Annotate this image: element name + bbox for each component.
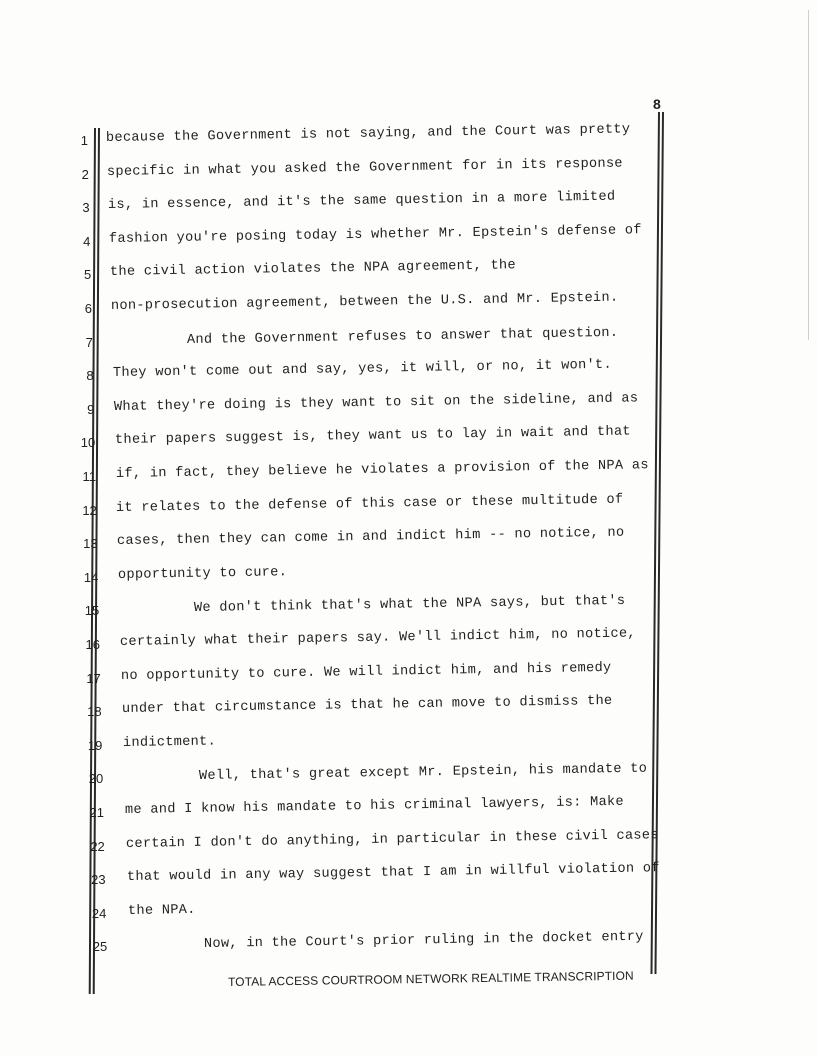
transcript-line: [0, 458, 817, 486]
line-number: 8: [86, 368, 94, 384]
line-number: 14: [83, 569, 99, 585]
line-text: opportunity to cure.: [118, 564, 288, 583]
transcript-line: [0, 325, 817, 352]
transcript-line: [0, 901, 817, 923]
line-text: no opportunity to cure. We will indict him, and his remedy: [121, 660, 612, 684]
line-text: that would in any way suggest that I am in willful violation of: [126, 861, 660, 886]
line-text: certainly what their papers say. We'll indict him, no notice,: [120, 626, 637, 650]
transcript-line: [0, 794, 817, 822]
line-number: 9: [87, 401, 95, 417]
line-number: 3: [82, 200, 90, 216]
line-text: Now, in the Court's prior ruling in the docket entry: [203, 930, 644, 953]
line-text: fashion you're posing today is whether Mr. Epstein's defense of: [108, 222, 642, 247]
line-number: 1: [80, 133, 88, 148]
line-number: 22: [90, 838, 105, 854]
transcript-line: [0, 694, 817, 721]
line-text: the civil action violates the NPA agreement, the: [109, 258, 516, 281]
transcript-line: [0, 930, 817, 956]
line-number: 5: [83, 267, 92, 283]
line-text: Well, that's great except Mr. Epstein, his mandate to: [198, 761, 648, 785]
page-number: 8: [653, 96, 661, 112]
line-text: cases, then they can come in and indict him -- no notice, no: [117, 525, 625, 550]
line-number: 4: [83, 233, 91, 249]
transcript-line: [0, 761, 817, 788]
line-text: And the Government refuses to answer that question.: [186, 325, 619, 348]
transcript-line: [0, 391, 817, 419]
line-number: 7: [85, 334, 93, 350]
line-number: 16: [85, 637, 100, 652]
transcript-line: [0, 827, 817, 856]
transcript-line: [0, 492, 817, 520]
line-number: 19: [87, 737, 103, 753]
line-number: 6: [84, 301, 92, 316]
line-text: their papers suggest is, they want us to lay in wait and that: [114, 424, 631, 449]
transcript-line: [0, 565, 817, 587]
line-number: 10: [80, 435, 96, 451]
line-text: specific in what you asked the Government for in its response: [106, 156, 623, 180]
line-text: certain I don't do anything, in particular in these civil cases: [125, 827, 659, 852]
line-number: 2: [81, 166, 89, 182]
transcript-line: [0, 357, 817, 385]
line-text: indictment.: [122, 734, 217, 751]
line-text: because the Government is not saying, and the Court was pretty: [105, 122, 631, 146]
transcript-line: [0, 424, 817, 452]
line-text: What they're doing is they want to sit on the sideline, and as: [113, 391, 639, 415]
transcript-line: [0, 258, 817, 284]
line-text: We don't think that's what the NPA says, but that's: [194, 594, 626, 617]
line-number: 21: [89, 805, 104, 820]
transcript-line: [0, 290, 817, 318]
transcript-line: [0, 122, 817, 150]
line-number: 23: [91, 872, 106, 888]
line-text: it relates to the defense of this case or these multitude of: [116, 492, 624, 516]
line-number: 17: [86, 670, 101, 686]
line-text: if, in fact, they believe he violates a provision of the NPA as: [115, 458, 649, 482]
line-text: non-prosecution agreement, between the U.S. and Mr. Epstein.: [110, 290, 619, 314]
line-number: 20: [88, 771, 104, 787]
line-text: the NPA.: [127, 902, 196, 919]
transcript-line: [0, 189, 817, 217]
footer-text: TOTAL ACCESS COURTROOM NETWORK REALTIME TRANSCRIPTION: [227, 968, 634, 989]
transcript-line: [0, 733, 817, 755]
line-number: 12: [82, 502, 97, 518]
transcript-line: [0, 861, 817, 889]
transcript-line: [0, 626, 817, 654]
line-number: 18: [87, 704, 102, 720]
line-number: 11: [82, 469, 96, 484]
transcript-line: [0, 525, 817, 553]
transcript-line: [0, 660, 817, 688]
line-number: 25: [92, 939, 108, 955]
transcript-line: [0, 594, 817, 620]
line-text: is, in essence, and it's the same question in a more limited: [107, 189, 616, 214]
line-text: under that circumstance is that he can move to dismiss the: [122, 694, 613, 718]
line-number: 13: [83, 536, 98, 552]
line-number: 15: [84, 603, 100, 619]
transcript-line: [0, 222, 817, 251]
line-text: me and I know his mandate to his criminal lawyers, is: Make: [124, 794, 625, 818]
line-text: They won't come out and say, yes, it will, or no, it won't.: [112, 357, 612, 382]
transcript-line: [0, 156, 817, 184]
line-number: 24: [91, 905, 107, 921]
